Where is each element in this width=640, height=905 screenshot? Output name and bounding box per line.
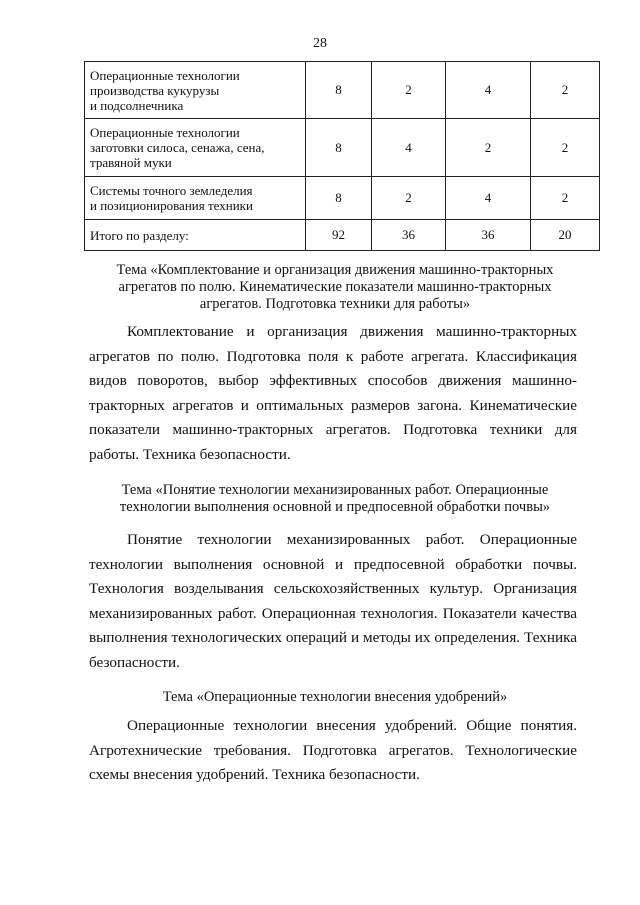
table-cell-value: 2	[531, 177, 600, 220]
table-cell-value: 8	[306, 62, 372, 119]
table-cell-value: 2	[531, 119, 600, 177]
curriculum-hours-table	[84, 61, 600, 251]
table-cell-value: 92	[306, 220, 372, 251]
topic-body: Операционные технологии внесения удобрений. Общие понятия. Агротехнические требования. Подготовка агрегатов. Технологические схемы внесения удобрений. Техника безопасности.	[89, 717, 577, 784]
table-cell-value: 20	[531, 220, 600, 251]
topic-heading: Тема «Комплектование и организация движения машинно-тракторных агрегатов по полю. Кинематические показатели машинно-тракторных агрегатов. Подготовка техники для работы»	[116, 262, 554, 312]
table-cell-topic: Операционные технологии заготовки силоса, сенажа, сена, травяной муки	[85, 119, 306, 177]
topic-heading: Тема «Операционные технологии внесения удобрений»	[162, 689, 508, 705]
table-cell-topic: Операционные технологии производства кукурузы и подсолнечника	[85, 62, 306, 119]
page-number: 28	[313, 36, 327, 51]
table-cell-value: 4	[446, 177, 531, 220]
table-cell-total-label: Итого по разделу:	[85, 220, 306, 251]
table-cell-value: 2	[372, 62, 446, 119]
table-cell-value: 4	[446, 62, 531, 119]
table-cell-value: 2	[446, 119, 531, 177]
table-row	[85, 119, 600, 177]
table-cell-value: 2	[531, 62, 600, 119]
table-row-total	[85, 220, 600, 251]
topic-heading: Тема «Понятие технологии механизированных работ. Операционные технологии выполнения основной и предпосевной обработки почвы»	[119, 482, 551, 515]
table-cell-value: 4	[372, 119, 446, 177]
table-cell-value: 36	[372, 220, 446, 251]
table-row	[85, 177, 600, 220]
table-cell-value: 2	[372, 177, 446, 220]
table-cell-value: 8	[306, 119, 372, 177]
topic-body: Понятие технологии механизированных работ. Операционные технологии выполнения основной и предпосевной обработки почвы. Технология возделывания сельскохозяйственных культур. Организация механизированных работ. Операционная технология. Показатели качества выполнения технологических операций и методы их определения. Техника безопасности.	[89, 531, 577, 671]
table-cell-value: 8	[306, 177, 372, 220]
table-cell-value: 36	[446, 220, 531, 251]
table-cell-topic: Системы точного земледелия и позиционирования техники	[85, 177, 306, 220]
table-row	[85, 62, 600, 119]
topic-body: Комплектование и организация движения машинно-тракторных агрегатов по полю. Подготовка поля к работе агрегата. Классификация видов поворотов, выбор эффективных способов движения машинно-тракторных агрегатов и оптимальных размеров загона. Кинематические показатели машинно-тракторных агрегатов. Подготовка техники для работы. Техника безопасности.	[89, 323, 577, 463]
